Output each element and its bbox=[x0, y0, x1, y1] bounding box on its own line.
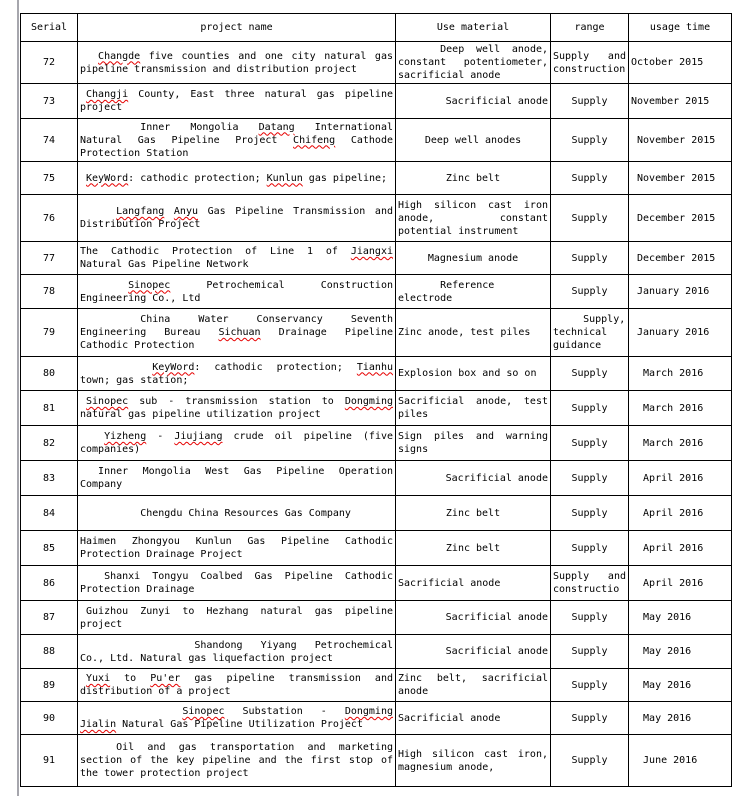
table-row bbox=[21, 426, 732, 461]
table-row bbox=[21, 357, 732, 391]
cell-use-material: High silicon cast iron anode, constant potential instrument bbox=[396, 195, 551, 242]
cell-serial: 90 bbox=[21, 702, 78, 735]
cell-use-material: Deep well anodes bbox=[396, 119, 551, 162]
cell-use-material: Sacrificial anode bbox=[396, 702, 551, 735]
cell-serial: 72 bbox=[21, 42, 78, 84]
spellcheck-underline: Changde bbox=[98, 50, 141, 62]
cell-project-name: Haimen Zhongyou Kunlun Gas Pipeline Cathodic Protection Drainage Project bbox=[78, 531, 396, 566]
cell-range: Supply and construction bbox=[551, 42, 629, 84]
cell-serial: 86 bbox=[21, 566, 78, 601]
cell-range: Supply bbox=[551, 531, 629, 566]
cell-usage-time: November 2015 bbox=[629, 84, 732, 119]
cell-range: Supply and constructio bbox=[551, 566, 629, 601]
cell-use-material: Sacrificial anode, test piles bbox=[396, 391, 551, 426]
cell-range: Supply bbox=[551, 162, 629, 195]
cell-project-name: Inner Mongolia Datang International Natural Gas Pipeline Project Chifeng Cathode Protection Station bbox=[78, 119, 396, 162]
cell-usage-time: April 2016 bbox=[629, 531, 732, 566]
cell-serial: 87 bbox=[21, 601, 78, 635]
spellcheck-underline: Jiujiang bbox=[174, 431, 223, 442]
cell-project-name: Oil and gas transportation and marketing section of the key pipeline and the first stop of the tower protection project bbox=[78, 735, 396, 787]
cell-serial: 85 bbox=[21, 531, 78, 566]
cell-use-material: Sign piles and warning signs bbox=[396, 426, 551, 461]
spellcheck-underline: Sichuan bbox=[218, 327, 261, 338]
spellcheck-underline: KeyWord bbox=[152, 361, 195, 373]
cell-usage-time: December 2015 bbox=[629, 195, 732, 242]
spellcheck-underline: Langfang bbox=[116, 206, 165, 217]
column-header-serial: Serial bbox=[21, 14, 78, 42]
cell-use-material: Sacrificial anode bbox=[396, 461, 551, 496]
cell-use-material: Zinc anode, test piles bbox=[396, 309, 551, 357]
cell-usage-time: April 2016 bbox=[629, 566, 732, 601]
cell-range: Supply bbox=[551, 391, 629, 426]
cell-serial: 78 bbox=[21, 275, 78, 309]
cell-usage-time: April 2016 bbox=[629, 496, 732, 531]
cell-range: Supply bbox=[551, 635, 629, 669]
cell-usage-time: March 2016 bbox=[629, 426, 732, 461]
cell-project-name: Sinopec Substation - Dongming Jialin Natural Gas Pipeline Utilization Project bbox=[78, 702, 396, 735]
cell-range: Supply bbox=[551, 242, 629, 275]
table-row bbox=[21, 275, 732, 309]
cell-project-name: Changde five counties and one city natural gas pipeline transmission and distribution project bbox=[78, 42, 396, 84]
cell-project-name: The Cathodic Protection of Line 1 of Jiangxi Natural Gas Pipeline Network bbox=[78, 242, 396, 275]
cell-project-name: Shandong Yiyang Petrochemical Co., Ltd. Natural gas liquefaction project bbox=[78, 635, 396, 669]
cell-usage-time: May 2016 bbox=[629, 669, 732, 702]
cell-range: Supply bbox=[551, 735, 629, 787]
cell-use-material: Zinc belt, sacrificial anode bbox=[396, 669, 551, 702]
column-header-use-material: Use material bbox=[396, 14, 551, 42]
cell-serial: 73 bbox=[21, 84, 78, 119]
cell-serial: 81 bbox=[21, 391, 78, 426]
cell-range: Supply bbox=[551, 669, 629, 702]
table-row bbox=[21, 42, 732, 84]
cell-use-material: High silicon cast iron, magnesium anode, bbox=[396, 735, 551, 787]
cell-serial: 88 bbox=[21, 635, 78, 669]
cell-project-name: Yuxi to Pu'er gas pipeline transmission and distribution of a project bbox=[78, 669, 396, 702]
spellcheck-underline: Sinopec bbox=[182, 706, 225, 717]
table-row bbox=[21, 242, 732, 275]
cell-serial: 77 bbox=[21, 242, 78, 275]
spellcheck-underline: Sinopec bbox=[128, 279, 171, 291]
cell-range: Supply bbox=[551, 496, 629, 531]
cell-serial: 83 bbox=[21, 461, 78, 496]
cell-range: Supply bbox=[551, 119, 629, 162]
cell-usage-time: May 2016 bbox=[629, 601, 732, 635]
cell-project-name: Changji County, East three natural gas pipeline project bbox=[78, 84, 396, 119]
cell-serial: 74 bbox=[21, 119, 78, 162]
table-row bbox=[21, 669, 732, 702]
cell-usage-time: March 2016 bbox=[629, 357, 732, 391]
spellcheck-underline: Chifeng bbox=[293, 134, 336, 146]
cell-range: Supply bbox=[551, 195, 629, 242]
table-row bbox=[21, 531, 732, 566]
table-row bbox=[21, 162, 732, 195]
cell-usage-time: May 2016 bbox=[629, 702, 732, 735]
spellcheck-underline: Dongming bbox=[344, 396, 393, 407]
table-row bbox=[21, 496, 732, 531]
cell-use-material: Sacrificial anode bbox=[396, 566, 551, 601]
cell-use-material: Sacrificial anode bbox=[396, 601, 551, 635]
page-margin-line bbox=[17, 0, 19, 796]
cell-serial: 91 bbox=[21, 735, 78, 787]
cell-use-material: Explosion box and so on bbox=[396, 357, 551, 391]
cell-serial: 80 bbox=[21, 357, 78, 391]
cell-range: Supply bbox=[551, 426, 629, 461]
spellcheck-underline: Jialin bbox=[80, 719, 117, 730]
cell-usage-time: November 2015 bbox=[629, 162, 732, 195]
cell-serial: 76 bbox=[21, 195, 78, 242]
cell-range: Supply bbox=[551, 702, 629, 735]
cell-use-material: Sacrificial anode bbox=[396, 635, 551, 669]
cell-use-material: Zinc belt bbox=[396, 531, 551, 566]
header-row bbox=[21, 14, 732, 42]
cell-usage-time: March 2016 bbox=[629, 391, 732, 426]
cell-project-name: Sinopec Petrochemical Construction Engineering Co., Ltd bbox=[78, 275, 396, 309]
cell-usage-time: June 2016 bbox=[629, 735, 732, 787]
cell-usage-time: January 2016 bbox=[629, 309, 732, 357]
column-header-project-name: project name bbox=[78, 14, 396, 42]
cell-usage-time: January 2016 bbox=[629, 275, 732, 309]
cell-range: Supply bbox=[551, 461, 629, 496]
cell-range: Supply, technical guidance bbox=[551, 309, 629, 357]
cell-use-material: Reference electrode bbox=[396, 275, 551, 309]
cell-project-name: KeyWord: cathodic protection; Tianhu town; gas station; bbox=[78, 357, 396, 391]
spellcheck-underline: Tianhu bbox=[356, 361, 393, 373]
spellcheck-underline: Anyu bbox=[173, 206, 198, 217]
table-row bbox=[21, 702, 732, 735]
table-row bbox=[21, 391, 732, 426]
cell-use-material: Zinc belt bbox=[396, 496, 551, 531]
table-row bbox=[21, 461, 732, 496]
cell-range: Supply bbox=[551, 275, 629, 309]
cell-usage-time: May 2016 bbox=[629, 635, 732, 669]
table-row bbox=[21, 195, 732, 242]
table-row bbox=[21, 119, 732, 162]
column-header-range: range bbox=[551, 14, 629, 42]
spellcheck-underline: Yuxi bbox=[86, 673, 111, 684]
cell-use-material: Sacrificial anode bbox=[396, 84, 551, 119]
cell-use-material: Magnesium anode bbox=[396, 242, 551, 275]
table-row bbox=[21, 566, 732, 601]
spellcheck-underline: Yizheng bbox=[104, 431, 147, 442]
spellcheck-underline: Dongming bbox=[344, 706, 393, 717]
cell-project-name: China Water Conservancy Seventh Engineering Bureau Sichuan Drainage Pipeline Cathodic Protection bbox=[78, 309, 396, 357]
cell-project-name: Sinopec sub - transmission station to Dongming natural gas pipeline utilization project bbox=[78, 391, 396, 426]
cell-serial: 75 bbox=[21, 162, 78, 195]
cell-serial: 89 bbox=[21, 669, 78, 702]
table-row bbox=[21, 309, 732, 357]
cell-project-name: Chengdu China Resources Gas Company bbox=[78, 496, 396, 531]
cell-serial: 82 bbox=[21, 426, 78, 461]
spellcheck-underline: Sinopec bbox=[86, 396, 129, 407]
cell-use-material: Deep well anode, constant potentiometer, sacrificial anode bbox=[396, 42, 551, 84]
cell-usage-time: December 2015 bbox=[629, 242, 732, 275]
table-row bbox=[21, 601, 732, 635]
cell-usage-time: April 2016 bbox=[629, 461, 732, 496]
cell-project-name: Langfang Anyu Gas Pipeline Transmission and Distribution Project bbox=[78, 195, 396, 242]
cell-project-name: Guizhou Zunyi to Hezhang natural gas pipeline project bbox=[78, 601, 396, 635]
column-header-usage-time: usage time bbox=[629, 14, 732, 42]
cell-range: Supply bbox=[551, 357, 629, 391]
table-row bbox=[21, 735, 732, 787]
cell-usage-time: November 2015 bbox=[629, 119, 732, 162]
spellcheck-underline: Changji bbox=[86, 89, 129, 100]
cell-usage-time: October 2015 bbox=[629, 42, 732, 84]
cell-range: Supply bbox=[551, 84, 629, 119]
cell-project-name: Shanxi Tongyu Coalbed Gas Pipeline Cathodic Protection Drainage bbox=[78, 566, 396, 601]
cell-serial: 79 bbox=[21, 309, 78, 357]
spellcheck-underline: Datang bbox=[258, 121, 295, 133]
spellcheck-underline: KeyWord bbox=[86, 172, 129, 184]
cell-project-name: Inner Mongolia West Gas Pipeline Operation Company bbox=[78, 461, 396, 496]
cell-use-material: Zinc belt bbox=[396, 162, 551, 195]
spellcheck-underline: Jiangxi bbox=[350, 246, 393, 257]
cell-serial: 84 bbox=[21, 496, 78, 531]
spellcheck-underline: Kunlun bbox=[266, 172, 303, 184]
table-row bbox=[21, 635, 732, 669]
spellcheck-underline: Pu'er bbox=[150, 673, 181, 684]
cell-project-name: KeyWord: cathodic protection; Kunlun gas pipeline; bbox=[78, 162, 396, 195]
project-reference-table bbox=[20, 13, 732, 787]
cell-project-name: Yizheng - Jiujiang crude oil pipeline (five companies) bbox=[78, 426, 396, 461]
cell-range: Supply bbox=[551, 601, 629, 635]
table-row bbox=[21, 84, 732, 119]
